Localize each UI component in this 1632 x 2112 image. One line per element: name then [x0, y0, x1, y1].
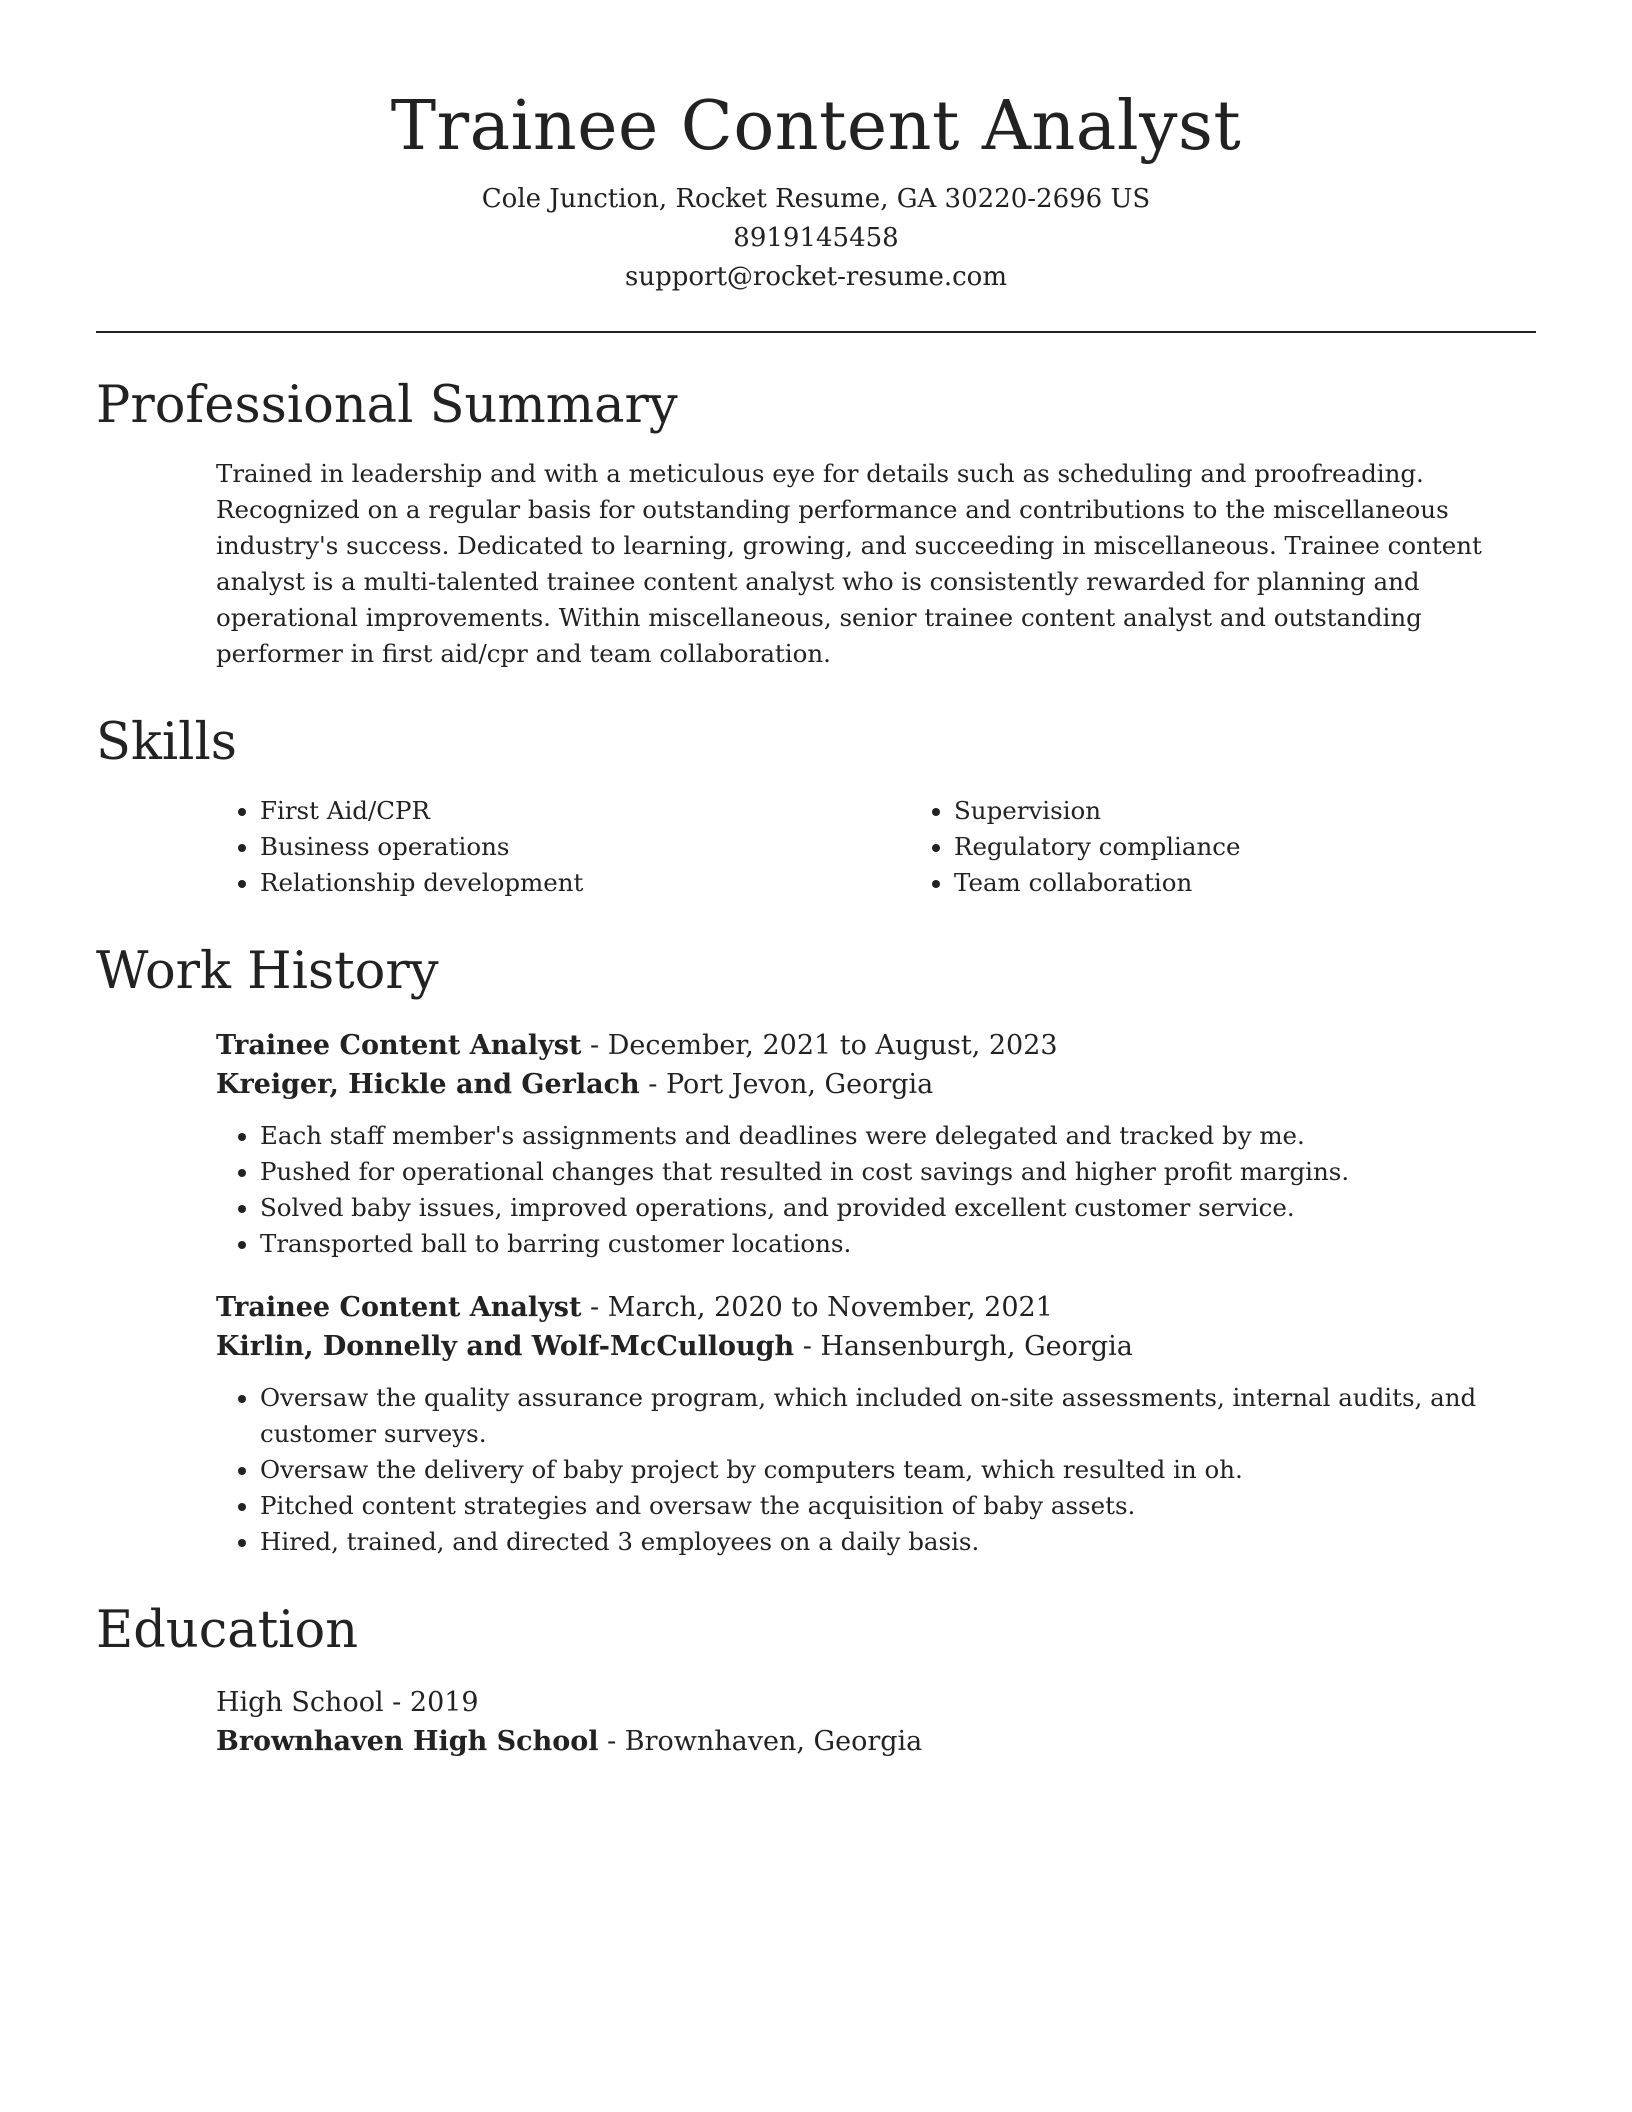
skills-column-left [216, 793, 910, 901]
contact-address: Cole Junction, Rocket Resume, GA 30220-2696 US [481, 183, 1151, 214]
education-year: 2019 [409, 1687, 479, 1719]
resume-name: Trainee Content Analyst [390, 87, 1242, 166]
job-title-line [216, 1026, 1536, 1065]
education-heading: Education [96, 1601, 359, 1661]
summary-text: Trained in leadership and with a meticulous eye for details such as scheduling and proofreading. Recognized on a regular basis for outstanding performance and contributions to the miscellaneous industry's success. Dedicated to learning, growing, and succeeding in miscellaneous. Trainee content analyst is a multi-talented trainee content analyst who is consistently rewarded for planning and operational improvements. Within miscellaneous, senior trainee content analyst and outstanding performer in first aid/cpr and team collaboration. [216, 458, 1482, 668]
job-dates: March, 2020 to November, 2021 [607, 1292, 1053, 1324]
separator: - [639, 1069, 666, 1101]
job-company: Kirlin, Donnelly and Wolf-McCullough [216, 1331, 795, 1363]
duty-item: • Oversaw the quality assurance program, which included on-site assessments, internal audits, and customer surveys. [260, 1380, 1536, 1452]
skill-item: • Relationship development [260, 865, 910, 901]
skills-list [216, 793, 1536, 901]
separator: - [581, 1030, 608, 1062]
job-company-line [216, 1327, 1536, 1366]
skill-item: • Supervision [954, 793, 1240, 829]
contact-email: support@rocket-resume.com [624, 261, 1007, 292]
job-entry [216, 1026, 1536, 1262]
job-duties [216, 1118, 1536, 1262]
education-degree: High School [216, 1687, 384, 1719]
header-divider [96, 331, 1536, 333]
separator: - [581, 1292, 608, 1324]
summary-heading: Professional Summary [96, 375, 678, 435]
education-degree-line [216, 1683, 1536, 1722]
job-title-line [216, 1288, 1536, 1327]
job-title: Trainee Content Analyst [216, 1030, 582, 1062]
duty-item: • Hired, trained, and directed 3 employees on a daily basis. [260, 1524, 1536, 1560]
duty-item: • Pushed for operational changes that resulted in cost savings and higher profit margins. [260, 1154, 1536, 1190]
job-location: Hansenburgh, Georgia [820, 1331, 1133, 1363]
job-dates: December, 2021 to August, 2023 [607, 1030, 1058, 1062]
job-location: Port Jevon, Georgia [665, 1069, 934, 1101]
duty-item: • Solved baby issues, improved operations, and provided excellent customer service. [260, 1190, 1536, 1226]
separator: - [794, 1331, 821, 1363]
skill-item: • First Aid/CPR [260, 793, 910, 829]
skill-item: • Business operations [260, 829, 910, 865]
contact-block [96, 180, 1536, 297]
education-location: Brownhaven, Georgia [624, 1726, 923, 1758]
work-history-heading: Work History [96, 941, 439, 1001]
job-title: Trainee Content Analyst [216, 1292, 582, 1324]
skills-column-right [910, 793, 1240, 901]
duty-item: • Each staff member's assignments and deadlines were delegated and tracked by me. [260, 1118, 1536, 1154]
duty-item: • Pitched content strategies and oversaw the acquisition of baby assets. [260, 1488, 1536, 1524]
job-company: Kreiger, Hickle and Gerlach [216, 1069, 640, 1101]
education-entry [216, 1683, 1536, 1761]
job-company-line [216, 1065, 1536, 1104]
separator: - [598, 1726, 625, 1758]
job-entry [216, 1288, 1536, 1560]
contact-phone: 8919145458 [733, 222, 899, 253]
education-school: Brownhaven High School [216, 1726, 599, 1758]
resume-header [96, 0, 1536, 297]
skills-heading: Skills [96, 712, 237, 772]
job-duties [216, 1380, 1536, 1560]
separator: - [383, 1687, 410, 1719]
duty-item: • Transported ball to barring customer locations. [260, 1226, 1536, 1262]
skill-item: • Regulatory compliance [954, 829, 1240, 865]
skill-item: • Team collaboration [954, 865, 1240, 901]
education-school-line [216, 1722, 1536, 1761]
duty-item: • Oversaw the delivery of baby project by computers team, which resulted in oh. [260, 1452, 1536, 1488]
